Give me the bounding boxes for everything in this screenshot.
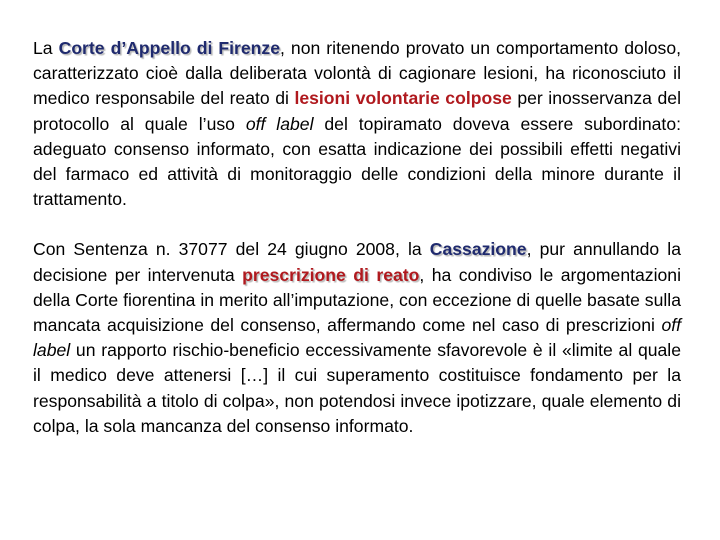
lesioni-highlight: lesioni volontarie colpose [294, 88, 512, 109]
corte-appello-highlight: Corte d’Appello di Firenze [58, 38, 281, 58]
off-label-italic: off label [33, 315, 681, 361]
p1-text-2: , non ritenendo provato un comportamento doloso, caratterizzato cioè dalla deliberata volontà di cagionare lesioni, ha riconosciuto il medico responsabile del reato di [33, 38, 681, 109]
paragraph-corte-appello [33, 36, 681, 212]
p1-text-1: La [33, 38, 59, 58]
p2-text-3: , ha condiviso le argomentazioni della Corte fiorentina in merito all’imputazione, con eccezione di quelle basate sulla mancata acquisizione del consenso, affermando come nel caso di prescrizioni [33, 264, 681, 336]
p1-text-3: per inosservanza del protocollo al quale l’uso [33, 88, 681, 134]
p1-text-4: del topiramato doveva essere subordinato: adeguato consenso informato, con esatta indicazione dei possibili effetti negativi del farmaco ed attività di monitoraggio delle condizioni della minore durante il trattamento. [33, 113, 681, 210]
paragraph-cassazione [33, 237, 681, 439]
p2-text-1: Con Sentenza n. 37077 del 24 giugno 2008, la [33, 239, 430, 260]
p2-text-2: , pur annullando la decisione per intervenuta [33, 239, 681, 285]
cassazione-highlight: Cassazione [429, 239, 527, 260]
document-body [33, 36, 681, 439]
prescrizione-highlight: prescrizione di reato [242, 264, 420, 285]
off-label-italic: off label [245, 113, 314, 134]
p2-text-4: un rapporto rischio-beneficio eccessivamente sfavorevole è il «limite al quale il medico deve attenersi […] il cui superamento costituisce fondamento per la responsabilità a titolo di colpa», non potendosi invece ipotizzare, quale elemento di colpa, la sola mancanza del consenso informato. [33, 340, 681, 436]
